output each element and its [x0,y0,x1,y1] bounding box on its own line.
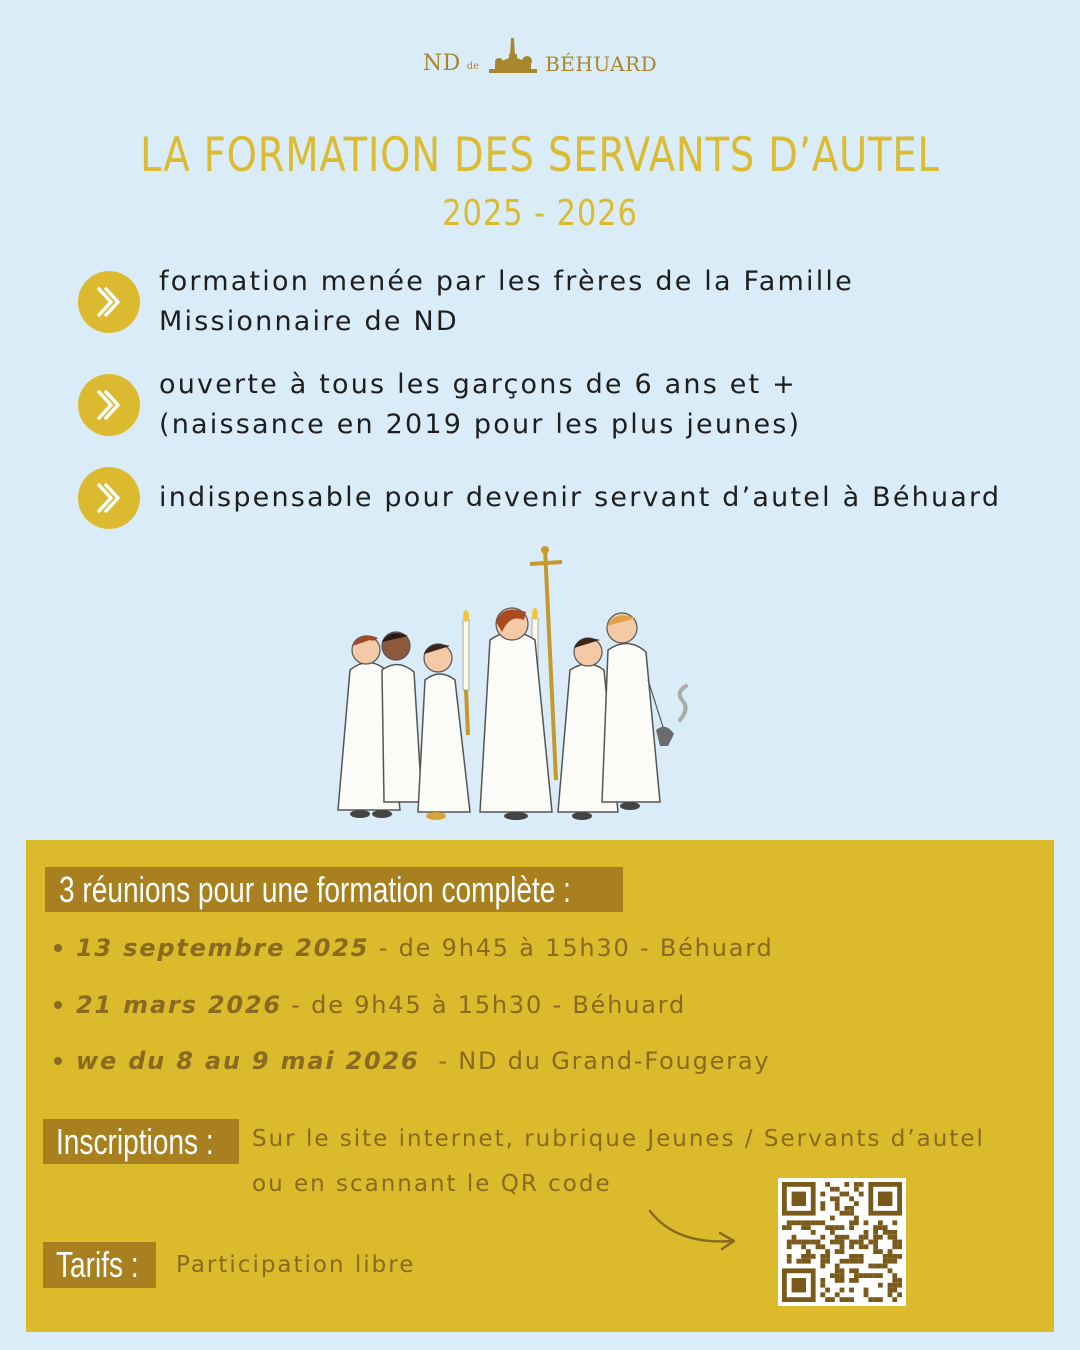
logo-de: de [466,61,480,72]
chevron-right-icon [78,374,140,436]
bullet-1-text [159,262,854,342]
meeting-item [54,934,774,962]
meeting-details: - ND du Grand-Fougeray [419,1047,771,1075]
bullet-3-text [159,478,1001,518]
meeting-date: 21 mars 2026 [76,991,282,1019]
meetings-heading [45,867,623,912]
meeting-details: - de 9h45 à 15h30 - Béhuard [281,991,687,1019]
logo [0,36,1080,76]
meeting-date: 13 septembre 2025 [76,934,370,962]
page-subtitle: 2025 - 2026 [442,193,638,234]
inscriptions-label-text: Inscriptions : [56,1120,214,1162]
bullet-dot [54,1057,62,1065]
bullet-3-line1: indispensable pour devenir servant d’autel à Béhuard [159,482,1002,513]
qr-code-graphic [782,1182,902,1302]
info-panel [26,840,1054,1332]
bullet-3 [78,467,1001,529]
meeting-date: we du 8 au 9 mai 2026 [76,1047,420,1075]
tarifs-label-text: Tarifs : [56,1244,139,1285]
chevron-right-icon [78,271,140,333]
meeting-details: - de 9h45 à 15h30 - Béhuard [369,934,774,962]
bullet-2-line1: ouverte à tous les garçons de 6 ans et + [159,369,797,400]
meeting-item [54,1047,770,1075]
arrow-curve-icon [646,1205,746,1255]
page-title: LA FORMATION DES SERVANTS D’AUTEL [140,128,940,183]
bullet-1-line2: Missionnaire de ND [159,306,459,337]
inscriptions-line-1: Sur le site internet, rubrique Jeunes / Servants d’autel [252,1126,985,1152]
meetings-heading-text: 3 réunions pour une formation complète : [59,868,571,910]
bullet-2-text [159,365,801,445]
bullet-1 [78,262,854,342]
inscriptions-line-2: ou en scannant le QR code [252,1171,612,1197]
bullet-dot [54,1001,62,1009]
inscriptions-label [43,1119,239,1164]
church-icon [487,36,539,76]
tarifs-text: Participation libre [176,1252,416,1278]
bullet-dot [54,944,62,952]
bullet-2-line2: (naissance en 2019 pour les plus jeunes) [159,409,802,440]
bullet-1-line1: formation menée par les frères de la Famille [159,266,854,297]
tarifs-label [43,1242,156,1288]
qr-code-icon[interactable] [778,1178,906,1306]
meeting-item [54,991,686,1019]
logo-nd: ND [422,51,461,76]
bullet-2 [78,365,801,445]
chevron-right-icon [78,467,140,529]
logo-place: BÉHUARD [545,52,658,76]
altar-servers-illustration [330,540,710,830]
